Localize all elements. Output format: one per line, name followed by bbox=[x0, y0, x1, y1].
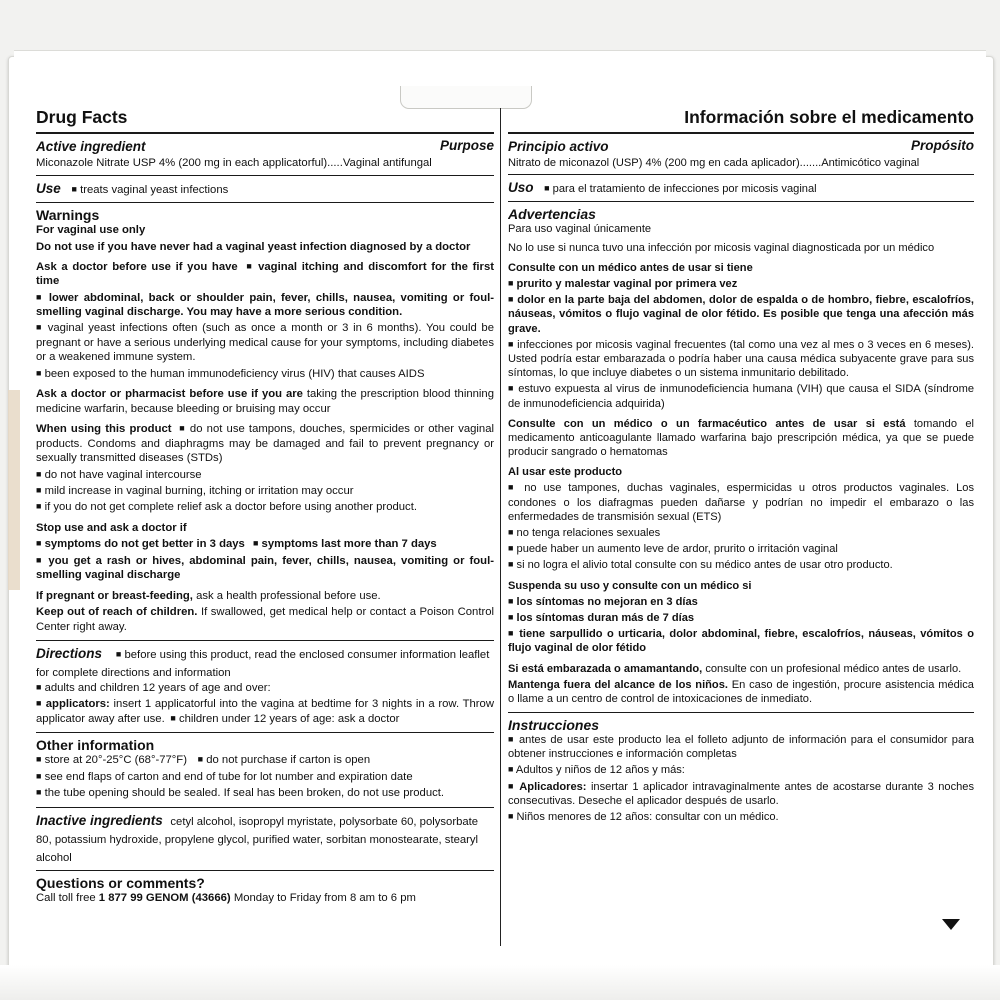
active-ingredient-section-es bbox=[508, 134, 974, 174]
questions-text-post: Monday to Friday from 8 am to 6 pm bbox=[233, 891, 416, 904]
stop-item-1-es: los síntomas no mejoran en 3 días bbox=[516, 595, 698, 608]
using-item-4-es: si no logra el alivio total consulte con su médico antes de usar otro producto. bbox=[516, 559, 893, 572]
stop-lead-es: Suspenda su uso y consulte con un médico si bbox=[508, 579, 752, 592]
questions-text-pre: Call toll free bbox=[36, 891, 96, 904]
when-using-item-3: if you do not get complete relief ask a doctor before using another product. bbox=[44, 501, 417, 514]
consult-item-3-es: infecciones por micosis vaginal frecuentes (tal como una vez al mes o 3 veces en 6 meses). Usted podría estar embarazada o podría haber una causa médica subyacente grave para sus síntomas, lo que incluye diabetes o un sistema inmunitario debilitado. bbox=[508, 338, 974, 380]
active-ingredient-heading-es: Principio activo bbox=[508, 139, 609, 155]
pharmacist-lead-es: Consulte con un médico o un farmacéutico antes de usar si está bbox=[508, 417, 906, 430]
consult-lead-es: Consulte con un médico antes de usar si tiene bbox=[508, 261, 753, 274]
other-info-item-4: the tube opening should be sealed. If seal has been broken, do not use product. bbox=[44, 787, 445, 800]
questions-heading: Questions or comments? bbox=[36, 874, 205, 891]
when-using-item-1: do not have vaginal intercourse bbox=[44, 468, 202, 481]
keep-text-es: En caso de ingestión, procure asistencia médica o llame a un centro de control de intoxicaciones de inmediato. bbox=[508, 678, 974, 705]
active-ingredient-text: Miconazole Nitrate USP 4% (200 mg in each applicatorful).....Vaginal antifungal bbox=[36, 157, 432, 170]
stop-use-item-1: symptoms do not get better in 3 days bbox=[44, 538, 245, 551]
page-title: Drug Facts bbox=[36, 108, 128, 127]
pregnant-lead: If pregnant or breast-feeding, bbox=[36, 589, 193, 602]
other-info-item-1: store at 20°-25°C (68°-77°F) bbox=[44, 754, 187, 767]
other-information-section: Other information ■ store at 20°-25°C (68°-77°F) ■ do not purchase if carton is open ■ see end flaps of carton and end of tube for lot number and expiration date ■ the tube opening should be sealed. If seal has been broken, do not use product. bbox=[36, 733, 494, 806]
inactive-ingredients-text: cetyl alcohol, isopropyl myristate, polysorbate 60, polysorbate 80, potassium hydroxide, propylene glycol, purified water, sorbitan monostearate, stearyl alcohol bbox=[36, 815, 479, 864]
stop-use-lead: Stop use and ask a doctor if bbox=[36, 521, 187, 534]
warning-do-not-use: Do not use if you have never had a vaginal yeast infection diagnosed by a doctor bbox=[36, 241, 471, 254]
pregnant-text: ask a health professional before use. bbox=[196, 589, 381, 602]
stop-item-2-es: los síntomas duran más de 7 días bbox=[516, 611, 695, 624]
keep-out-text: If swallowed, get medical help or contact a Poison Control Center right away. bbox=[36, 606, 494, 633]
directions-item-1: adults and children 12 years of age and over: bbox=[44, 682, 271, 695]
warning-ask-doctor-item-3: vaginal yeast infections often (such as once a month or 3 in 6 months). You could be pregnant or have a serious underlying medical cause for your symptoms, including diabetes or a weakened immune system. bbox=[36, 322, 494, 364]
use-section: Use ■ treats vaginal yeast infections bbox=[36, 180, 229, 196]
directions-item-3-es: Niños menores de 12 años: consultar con un médico. bbox=[516, 811, 779, 823]
warning-ask-doctor-lead: Ask a doctor before use if you have bbox=[36, 260, 238, 273]
warnings-section-es: Advertencias Para uso vaginal únicamente No lo use si nunca tuvo una infección por micosis vaginal diagnosticada por un médico Consulte con un médico antes de usar si tiene ■ prurito y malestar vaginal por primera vez ■ dolor en la parte baja del abdomen, dolor de espalda o de hombro, fiebre, escalofríos, náuseas, vómitos o flujo vaginal de olor fétido. Es posible que tenga una afección más grave. ■ infecciones por micosis vaginal frecuentes (tal como una vez al mes o 3 veces en 6 meses). Usted podría estar embarazada o podría haber una causa médica subyacente grave para sus síntomas, lo que incluye diabetes o un sistema inmunitario debilitado. ■ estuvo expuesta al virus de inmunodeficiencia humana (VIH) que causa el SIDA (síndrome de inmunodeficiencia adquirida) Consulte con un médico o un farmacéutico antes de usar si está tomando el medicamento anticoagulante llamado warfarina bajo prescripción médica, ya que se puede producir sangrado o hematomas Al usar este producto ■ no use tampones, duchas vaginales, espermicidas u otros productos vaginales. Los condones o los diafragmas pueden dañarse y podrían no impedir el embarazo o las enfermedades de transmisión sexual (ETS) ■ no tenga relaciones sexuales ■ puede haber un aumento leve de ardor, prurito o irritación vaginal ■ si no logra el alivio total consulte con su médico antes de usar otro producto. Suspenda su uso y consulte con un médico si ■ los síntomas no mejoran en 3 días ■ los síntomas duran más de 7 días ■ tiene sarpullido o urticaria, dolor abdominal, fiebre, escalofríos, náuseas, vómitos o flujo vaginal de olor fétido Si está embarazada o amamantando, consulte con un profesional médico antes de usarlo. Mantenga fuera del alcance de los niños. En caso de ingestión, procure asistencia médica o llame a un centro de control de intoxicaciones de inmediato. bbox=[508, 206, 974, 705]
directions-applicators-text-es: insertar 1 aplicador intravaginalmente antes de acostarse durante 3 noches consecutivas. Deseche el aplicador después de usarlo. bbox=[508, 780, 974, 807]
stop-use-item-3: you get a rash or hives, abdominal pain, fever, chills, nausea, vomiting or foul-smelling vaginal discharge bbox=[36, 554, 494, 582]
directions-applicators-text: insert 1 applicatorful into the vagina at bedtime for 3 nights in a row. Throw applicator away after use. bbox=[36, 698, 494, 725]
directions-applicators-lead-es: Aplicadores: bbox=[519, 780, 587, 793]
stop-use-item-2: symptoms last more than 7 days bbox=[261, 538, 437, 551]
directions-applicators-lead: applicators: bbox=[45, 698, 110, 711]
no-use-es: No lo use si nunca tuvo una infección por micosis vaginal diagnosticada por un médico bbox=[508, 241, 935, 254]
carton-hang-tab bbox=[400, 86, 532, 109]
using-item-1-es: no use tampones, duchas vaginales, espermicidas u otros productos vaginales. Los condones o los diafragmas pueden dañarse y podrían no impedir el embarazo o las enfermedades de transmisión sexual (ETS) bbox=[508, 482, 974, 523]
use-text: treats vaginal yeast infections bbox=[80, 183, 229, 196]
page-title-spanish: Información sobre el medicamento bbox=[684, 108, 974, 127]
directions-item-1-es: antes de usar este producto lea el folleto adjunto de información para el consumidor para obtener instrucciones e información completas bbox=[508, 734, 974, 761]
warning-pharmacist-text: taking the prescription blood thinning medicine warfarin, because bleeding or bruising may occur bbox=[36, 388, 494, 415]
drug-facts-panel-english bbox=[36, 108, 494, 946]
consult-item-4-es: estuvo expuesta al virus de inmunodeficiencia humana (VIH) que causa el SIDA (síndrome de inmunodeficiencia adquirida) bbox=[508, 383, 974, 410]
use-heading-es: Uso bbox=[508, 180, 534, 196]
purpose-heading-es: Propósito bbox=[911, 138, 974, 154]
directions-heading: Directions bbox=[36, 646, 103, 662]
warning-ask-doctor-item-4: been exposed to the human immunodeficiency virus (HIV) that causes AIDS bbox=[44, 367, 425, 380]
directions-item-2: children under 12 years of age: ask a doctor bbox=[178, 712, 400, 725]
warnings-section: Warnings For vaginal use only Do not use if you have never had a vaginal yeast infection diagnosed by a doctor Ask a doctor before use if you have ■ vaginal itching and discomfort for the first time ■ lower abdominal, back or shoulder pain, fever, chills, nausea, vomiting or foul-smelling vaginal discharge. You may have a more serious condition. ■ vaginal yeast infections often (such as once a month or 3 in 6 months). You could be pregnant or have a serious underlying medical cause for your symptoms, including diabetes or a weakened immune system. ■ been exposed to the human immunodeficiency virus (HIV) that causes AIDS Ask a doctor or pharmacist before use if you are taking the prescription blood thinning medicine warfarin, because bleeding or bruising may occur When using this product ■ do not use tampons, douches, spermicides or other vaginal products. Condoms and diaphragms may be damaged and fail to prevent pregnancy or sexually transmitted diseases (STDs) ■ do not have vaginal intercourse ■ mild increase in vaginal burning, itching or irritation may occur ■ if you do not get complete relief ask a doctor before using another product. Stop use and ask a doctor if ■ symptoms do not get better in 3 days ■ symptoms last more than 7 days ■ you get a rash or hives, abdominal pain, fever, chills, nausea, vomiting or foul-smelling vaginal discharge If pregnant or breast-feeding, ask a health professional before use. Keep out of reach of children. If swallowed, get medical help or contact a Poison Control Center right away. bbox=[36, 206, 494, 633]
active-ingredient-section bbox=[36, 134, 494, 174]
directions-section-es: Instrucciones ■ antes de usar este producto lea el folleto adjunto de información para el consumidor para obtener instrucciones e información completas ■ Adultos y niños de 12 años y más: ■ Aplicadores: insertar 1 aplicador intravaginalmente antes de acostarse durante 3 noches consecutivas. Deseche el aplicador después de usarlo. ■ Niños menores de 12 años: consultar con un médico. bbox=[508, 717, 974, 823]
active-ingredient-heading: Active ingredient bbox=[36, 139, 146, 155]
directions-intro: before using this product, read the enclosed consumer information leaflet for complete directions and information bbox=[36, 649, 490, 680]
warning-ask-doctor-item-2: lower abdominal, back or shoulder pain, fever, chills, nausea, vomiting or foul-smelling vaginal discharge. You may have a more serious condition. bbox=[36, 291, 494, 318]
use-section-es: Uso ■ para el tratamiento de infecciones por micosis vaginal bbox=[508, 180, 817, 196]
purpose-heading: Purpose bbox=[439, 138, 494, 154]
warnings-heading-es: Advertencias bbox=[508, 206, 596, 223]
warnings-subheading: For vaginal use only bbox=[36, 223, 146, 236]
directions-heading-es: Instrucciones bbox=[508, 717, 600, 734]
other-info-item-3: see end flaps of carton and end of tube for lot number and expiration date bbox=[44, 770, 413, 783]
down-arrow-icon bbox=[942, 919, 960, 930]
carton-top-flap bbox=[14, 50, 986, 73]
consult-item-2-es: dolor en la parte baja del abdomen, dolor de espalda o de hombro, fiebre, escalofríos, náuseas, vómitos o flujo vaginal de olor fétido. Es posible que tenga una afección más grave. bbox=[508, 294, 974, 335]
warning-pharmacist-lead: Ask a doctor or pharmacist before use if you are bbox=[36, 388, 303, 401]
questions-phone[interactable]: 1 877 99 GENOM (43666) bbox=[98, 891, 231, 904]
pharmacist-text-es: tomando el medicamento anticoagulante llamado warfarina bajo prescripción médica, ya que se puede producir sangrado o hematomas bbox=[508, 417, 974, 459]
directions-section: Directions ■ before using this product, read the enclosed consumer information leaflet for complete directions and information ■ adults and children 12 years of age and over: ■ applicators: insert 1 applicatorful into the vagina at bedtime for 3 nights in a row. Throw applicator away after use. ■ children under 12 years of age: ask a doctor bbox=[36, 646, 494, 725]
active-ingredient-text-es: Nitrato de miconazol (USP) 4% (200 mg en cada aplicador).......Antimicótico vaginal bbox=[508, 157, 920, 170]
when-using-item-2: mild increase in vaginal burning, itching or irritation may occur bbox=[44, 484, 354, 497]
keep-lead-es: Mantenga fuera del alcance de los niños. bbox=[508, 678, 728, 691]
stop-item-3-es: tiene sarpullido o urticaria, dolor abdominal, fiebre, escalofríos, náuseas, vómitos o flujo vaginal de olor fétido bbox=[508, 628, 974, 655]
inactive-ingredients-section bbox=[36, 808, 494, 870]
warning-ask-doctor-item-1: vaginal itching and discomfort for the first time bbox=[36, 260, 494, 288]
consult-item-1-es: prurito y malestar vaginal por primera vez bbox=[516, 278, 738, 290]
pregnant-text-es: consulte con un profesional médico antes de usarlo. bbox=[705, 662, 962, 675]
keep-out-lead: Keep out of reach of children. bbox=[36, 606, 198, 619]
drug-facts-panel-spanish bbox=[508, 108, 974, 946]
pregnant-lead-es: Si está embarazada o amamantando, bbox=[508, 662, 703, 675]
inactive-ingredients-heading: Inactive ingredients bbox=[36, 812, 163, 828]
other-info-item-2: do not purchase if carton is open bbox=[206, 754, 371, 767]
questions-section bbox=[36, 871, 494, 911]
warnings-heading: Warnings bbox=[36, 206, 100, 223]
when-using-lead: When using this product bbox=[36, 423, 172, 436]
other-information-heading: Other information bbox=[36, 737, 155, 754]
using-item-3-es: puede haber un aumento leve de ardor, prurito o irritación vaginal bbox=[516, 543, 838, 556]
using-lead-es: Al usar este producto bbox=[508, 466, 623, 479]
carton-left-edge bbox=[8, 390, 20, 590]
when-using-text: do not use tampons, douches, spermicides or other vaginal products. Condoms and diaphragms may be damaged and fail to prevent pregnancy or sexually transmitted diseases (STDs) bbox=[36, 423, 494, 465]
photo-bottom-shadow bbox=[0, 965, 1000, 1000]
using-item-2-es: no tenga relaciones sexuales bbox=[516, 527, 661, 539]
panel-divider bbox=[500, 108, 501, 946]
warnings-subheading-es: Para uso vaginal únicamente bbox=[508, 223, 652, 236]
use-text-es: para el tratamiento de infecciones por micosis vaginal bbox=[552, 183, 817, 196]
directions-item-2-es: Adultos y niños de 12 años y más: bbox=[515, 764, 685, 777]
use-heading: Use bbox=[36, 180, 61, 196]
